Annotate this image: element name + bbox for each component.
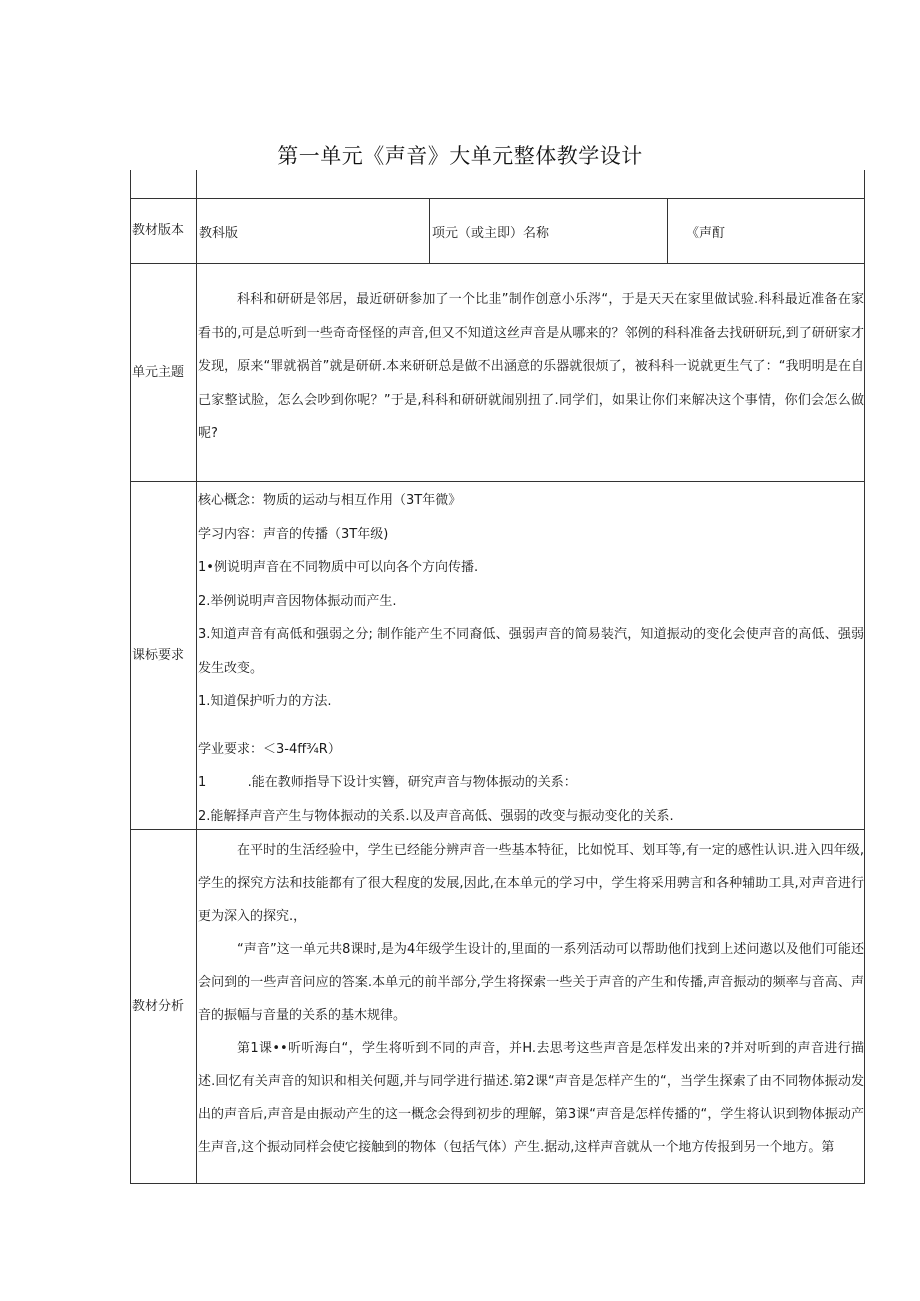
table-row-theme bbox=[130, 264, 865, 482]
lesson-design-table bbox=[130, 170, 865, 1184]
standards-line: 2.能解择声音产生与物体振动的关系.以及声音高低、强弱的改变与振动变化的关系. bbox=[198, 808, 674, 824]
table-row-textbook bbox=[130, 198, 865, 264]
unit-theme-text: 科科和研研是邻居，最近研研参加了一个比韭”制作创意小乐涔“，于是天天在家里做试验.科科最近准备在家看书的,可是总听到一些奇奇怪怪的声音,但又不知道这丝声音是从哪来的？邻例的科科准备去找研研玩,到了研研家才发现，原来“罪就祸首”就是研研.本来研研总是做不出涵意的乐器就很烦了，被科科一说就更生气了：“我明明是在自己家整试脸，怎么会吵到你呢？”于是,科科和研研就闹别扭了.同学们，如果让你们来解决这个事情，你们会怎么做呢? bbox=[198, 292, 864, 441]
standards-line: 1•例说明声音在不同物质中可以向各个方向传播. bbox=[198, 560, 479, 575]
table-top-row bbox=[130, 170, 865, 198]
standards-line: 1 .能在教师指导下设计实簪，研究声音与物体振动的关系： bbox=[198, 775, 577, 790]
empty-cell bbox=[131, 170, 197, 198]
empty-cell bbox=[197, 170, 864, 198]
standards-line: 1.知道保护听力的方法. bbox=[198, 694, 332, 709]
spacer bbox=[198, 719, 864, 733]
textbook-analysis-label: 教材分析 bbox=[131, 830, 197, 1183]
standards-line: 学业要求：＜3-4ff¾R） bbox=[198, 741, 341, 757]
unit-theme-label: 单元主题 bbox=[131, 264, 197, 481]
standards-line: 核心概念：物质的运动与相互作用（3T年微》 bbox=[198, 493, 462, 508]
standards-line: 学习内容：声音的传播（3T年级) bbox=[198, 526, 389, 542]
table-row-analysis bbox=[130, 830, 865, 1184]
analysis-paragraph: “声音”这一单元共8课时,是为4年级学生设计的,里面的一系列活动可以帮助他们找到上述问遨以及他们可能还会问到的一些声音问应的答案.本单元的前半部分,学生将探索一些关于声音的产生和传播,声音振动的频率与音高、声音的振幅与音量的关系的基木规律。 bbox=[198, 942, 864, 1023]
analysis-paragraph: 在平时的生活经验中，学生已经能分辨声音一些基本特征，比如悦耳、划耳等,有一定的感性认识.进入四年级,学生的探究方法和技能都有了很大程度的发展,因此,在本单元的学习中，学生将采用骋言和各种辅助工具,对声音进行更为深入的探究.， bbox=[198, 843, 864, 924]
table-row-standards bbox=[130, 482, 865, 830]
curriculum-standards-cell bbox=[197, 482, 864, 829]
publisher-cell: 教科版 bbox=[197, 199, 430, 263]
project-name-value: 《声酊 bbox=[686, 225, 726, 241]
standards-line: 3.知道声音有高低和强弱之分; 制作能产生不同裔低、强弱声音的简易装汽，知道振动的变化会使声音的高低、强弱发生改变。 bbox=[198, 627, 864, 676]
textbook-version-label: 教材版本 bbox=[131, 199, 197, 263]
page-title: 第一单元《声音》大单元整体教学设计 bbox=[277, 144, 643, 168]
standards-line: 2.举例说明声音因物体振动而产生. bbox=[198, 593, 397, 609]
project-name-label: 项元（或主即）名称 bbox=[430, 199, 668, 263]
textbook-analysis-cell bbox=[197, 830, 864, 1183]
curriculum-standards-label: 课标要求 bbox=[131, 482, 197, 829]
analysis-paragraph: 第1课••听听海白“，学生将听到不同的声音，并H.去思考这些声音是怎样发出来的?并对听到的声音进行描述.回忆有关声音的知识和相关何题,并与同学进行描述.第2课“声音是怎样产生的“，当学生探索了由不同物体振动发出的声音后,声音是由振动产生的这一概念会得到初步的理解，第3课“声音是怎样传播的“，学生将认识到物体振动产生声音,这个振动同样会使它接触到的物体（包括气体）产生.据动,这样声音就从一个地方传报到另一个地方。第 bbox=[198, 1041, 864, 1155]
unit-theme-cell bbox=[197, 264, 864, 481]
